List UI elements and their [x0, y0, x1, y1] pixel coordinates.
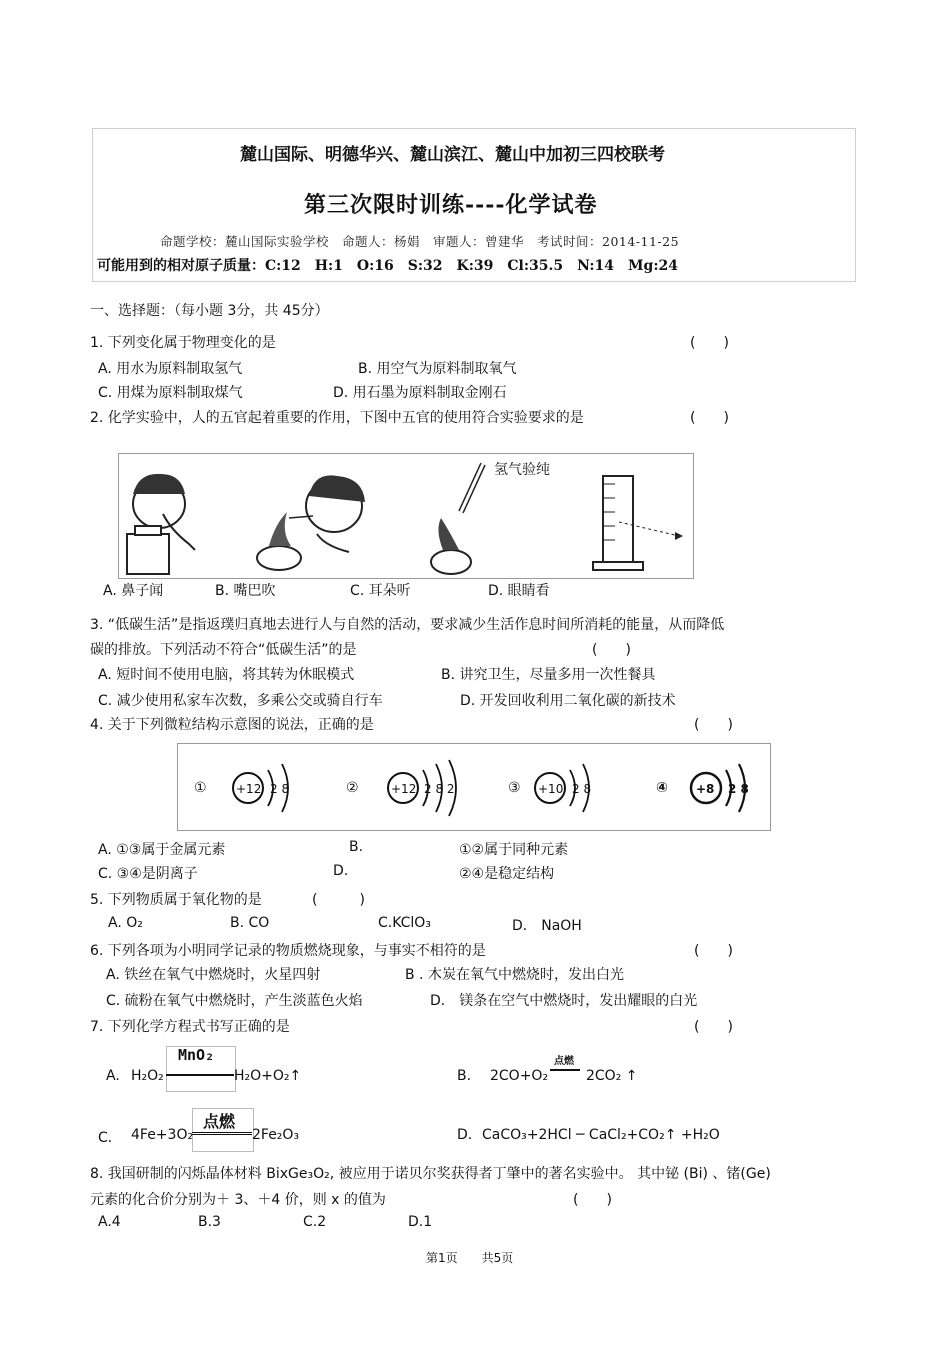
q1-option-b: B. 用空气为原料制取氧气 — [358, 361, 517, 377]
q7-option-a-arrow — [166, 1074, 234, 1076]
q5-answer-paren: ( ) — [312, 892, 365, 908]
q7-option-a-condition: MnO₂ — [178, 1046, 215, 1064]
eye-read-figure — [593, 476, 683, 570]
q7-option-c-left: 4Fe+3O₂ — [131, 1127, 194, 1143]
q7-option-d-label: D. — [457, 1127, 473, 1143]
q8-stem-line1: 8. 我国研制的闪烁晶体材料 BixGe₃O₂, 被应用于诺贝尔奖获得者丁肇中的著名实验中。 其中铋 (Bi) 、锗(Ge) — [90, 1166, 771, 1182]
particle-2-number: ② — [346, 780, 359, 796]
q5-option-a: A. O₂ — [108, 915, 143, 931]
q6-stem: 6. 下列各项为小明同学记录的物质燃烧现象，与事实不相符的是 — [90, 943, 486, 959]
hydrogen-test-label: 氢气验纯 — [494, 462, 550, 478]
q7-option-c-label: C． — [98, 1130, 122, 1146]
particle-4-number: ④ — [656, 780, 668, 796]
q6-option-a: A. 铁丝在氧气中燃烧时，火星四射 — [106, 967, 321, 983]
q7-option-b-arrow — [550, 1069, 580, 1071]
q7-option-d-equation: CaCO₃+2HCl ─ CaCl₂+CO₂↑ +H₂O — [482, 1127, 720, 1143]
q4-option-a: A. ①③属于金属元素 — [98, 842, 226, 858]
q7-option-a-right: H₂O+O₂↑ — [234, 1068, 302, 1084]
q1-option-c: C. 用煤为原料制取煤气 — [98, 385, 243, 401]
q7-option-b-left: 2CO+O₂ — [490, 1068, 549, 1084]
nose-smell-figure — [127, 474, 195, 574]
q3-option-d: D. 开发回收利用二氧化碳的新技术 — [460, 693, 676, 709]
q2-option-a: A. 鼻子闻 — [103, 583, 164, 599]
particle-1-nucleus: +12 — [236, 782, 262, 796]
ear-listen-figure — [431, 464, 483, 574]
mouth-blow-figure — [257, 475, 365, 570]
particle-2-shells: 2 8 2 — [424, 782, 455, 796]
q5-stem: 5. 下列物质属于氧化物的是 — [90, 892, 262, 908]
q2-option-b: B. 嘴巴吹 — [215, 583, 276, 599]
q2-stem: 2. 化学实验中，人的五官起着重要的作用，下图中五官的使用符合实验要求的是 — [90, 410, 584, 426]
q5-option-c: C.KClO₃ — [378, 915, 431, 931]
particle-3-nucleus: +10 — [538, 782, 564, 796]
exam-meta: 命题学校：麓山国际实验学校 命题人：杨娟 审题人：曾建华 考试时间：2014-11-25 — [160, 234, 680, 249]
section-title: 一、选择题：（每小题 3分，共 45分） — [90, 303, 329, 319]
q4-figure — [177, 743, 771, 831]
q6-option-b: B . 木炭在氧气中燃烧时，发出白光 — [405, 967, 624, 983]
exam-title: 第三次限时训练----化学试卷 — [304, 192, 598, 218]
q3-answer-paren: ( ) — [592, 642, 631, 658]
q4-option-d-text: ②④是稳定结构 — [459, 866, 555, 882]
q7-option-b-right: 2CO₂ ↑ — [586, 1068, 638, 1084]
q3-option-a: A. 短时间不使用电脑，将其转为休眠模式 — [98, 667, 355, 683]
q7-option-c-arrow — [192, 1132, 252, 1135]
q7-option-c-right: 2Fe₂O₃ — [252, 1127, 300, 1143]
q4-answer-paren: ( ) — [694, 717, 733, 733]
particle-3-number: ③ — [508, 780, 521, 796]
q4-option-d-label: D. — [333, 863, 349, 879]
q3-option-c: C. 减少使用私家车次数，多乘公交或骑自行车 — [98, 693, 383, 709]
particle-diagrams — [178, 744, 770, 830]
particle-4-nucleus: +8 — [696, 782, 715, 796]
particle-3-shells: 2 8 — [572, 782, 592, 796]
q3-stem-line1: 3. “低碳生活”是指返璞归真地去进行人与自然的活动，要求减少生活作息时间所消耗的能量，从而降低 — [90, 617, 725, 633]
q2-figure — [118, 453, 694, 579]
q7-option-c-condition: 点燃 — [203, 1112, 236, 1131]
q2-option-d: D. 眼睛看 — [488, 583, 550, 599]
q6-option-d: D． 镁条在空气中燃烧时，发出耀眼的白光 — [430, 993, 698, 1009]
q5-option-b: B. CO — [230, 915, 270, 931]
q8-option-d: D.1 — [408, 1214, 433, 1230]
q8-option-c: C.2 — [303, 1214, 327, 1230]
q8-answer-paren: ( ) — [573, 1192, 612, 1208]
q1-option-d: D. 用石墨为原料制取金刚石 — [333, 385, 507, 401]
page-footer: 第1页 共5页 — [426, 1251, 514, 1265]
q4-option-c: C. ③④是阴离子 — [98, 866, 198, 882]
q4-option-b-label: B. — [349, 839, 364, 855]
q2-answer-paren: ( ) — [690, 410, 729, 426]
q3-option-b: B. 讲究卫生，尽量多用一次性餐具 — [441, 667, 656, 683]
particle-2-nucleus: +12 — [391, 782, 417, 796]
schools-line: 麓山国际、明德华兴、麓山滨江、麓山中加初三四校联考 — [240, 145, 665, 165]
atomic-masses: 可能用到的相对原子质量：C:12 H:1 O:16 S:32 K:39 Cl:35.5 N:14 Mg:24 — [97, 258, 678, 274]
q8-option-b: B.3 — [198, 1214, 221, 1230]
q3-stem-line2: 碳的排放。下列活动不符合“低碳生活”的是 — [90, 642, 357, 658]
q5-option-d: D． NaOH — [512, 918, 582, 934]
senses-illustration — [119, 454, 693, 578]
q4-stem: 4. 关于下列微粒结构示意图的说法，正确的是 — [90, 717, 374, 733]
q6-answer-paren: ( ) — [694, 943, 733, 959]
particle-4-shells: 2 8 — [728, 782, 749, 796]
q4-option-b-text: ①②属于同种元素 — [459, 842, 569, 858]
q7-option-a-left: H₂O₂ — [131, 1068, 164, 1084]
q1-option-a: A. 用水为原料制取氢气 — [98, 361, 243, 377]
q7-option-b-condition: 点燃 — [554, 1056, 574, 1067]
q7-answer-paren: ( ) — [694, 1019, 733, 1035]
particle-1-number: ① — [194, 780, 207, 796]
q8-stem-line2: 元素的化合价分别为＋ 3、＋4 价，则 x 的值为 — [90, 1192, 386, 1208]
q1-stem: 1. 下列变化属于物理变化的是 — [90, 335, 276, 351]
q7-option-a-label: A. — [106, 1068, 120, 1084]
q7-option-b-label: B. — [457, 1068, 472, 1084]
q7-stem: 7. 下列化学方程式书写正确的是 — [90, 1019, 290, 1035]
q8-option-a: A.4 — [98, 1214, 121, 1230]
q2-option-c: C. 耳朵听 — [350, 583, 411, 599]
particle-1-shells: 2 8 — [270, 782, 290, 796]
q1-answer-paren: ( ) — [690, 335, 729, 351]
q6-option-c: C. 硫粉在氧气中燃烧时，产生淡蓝色火焰 — [106, 993, 363, 1009]
